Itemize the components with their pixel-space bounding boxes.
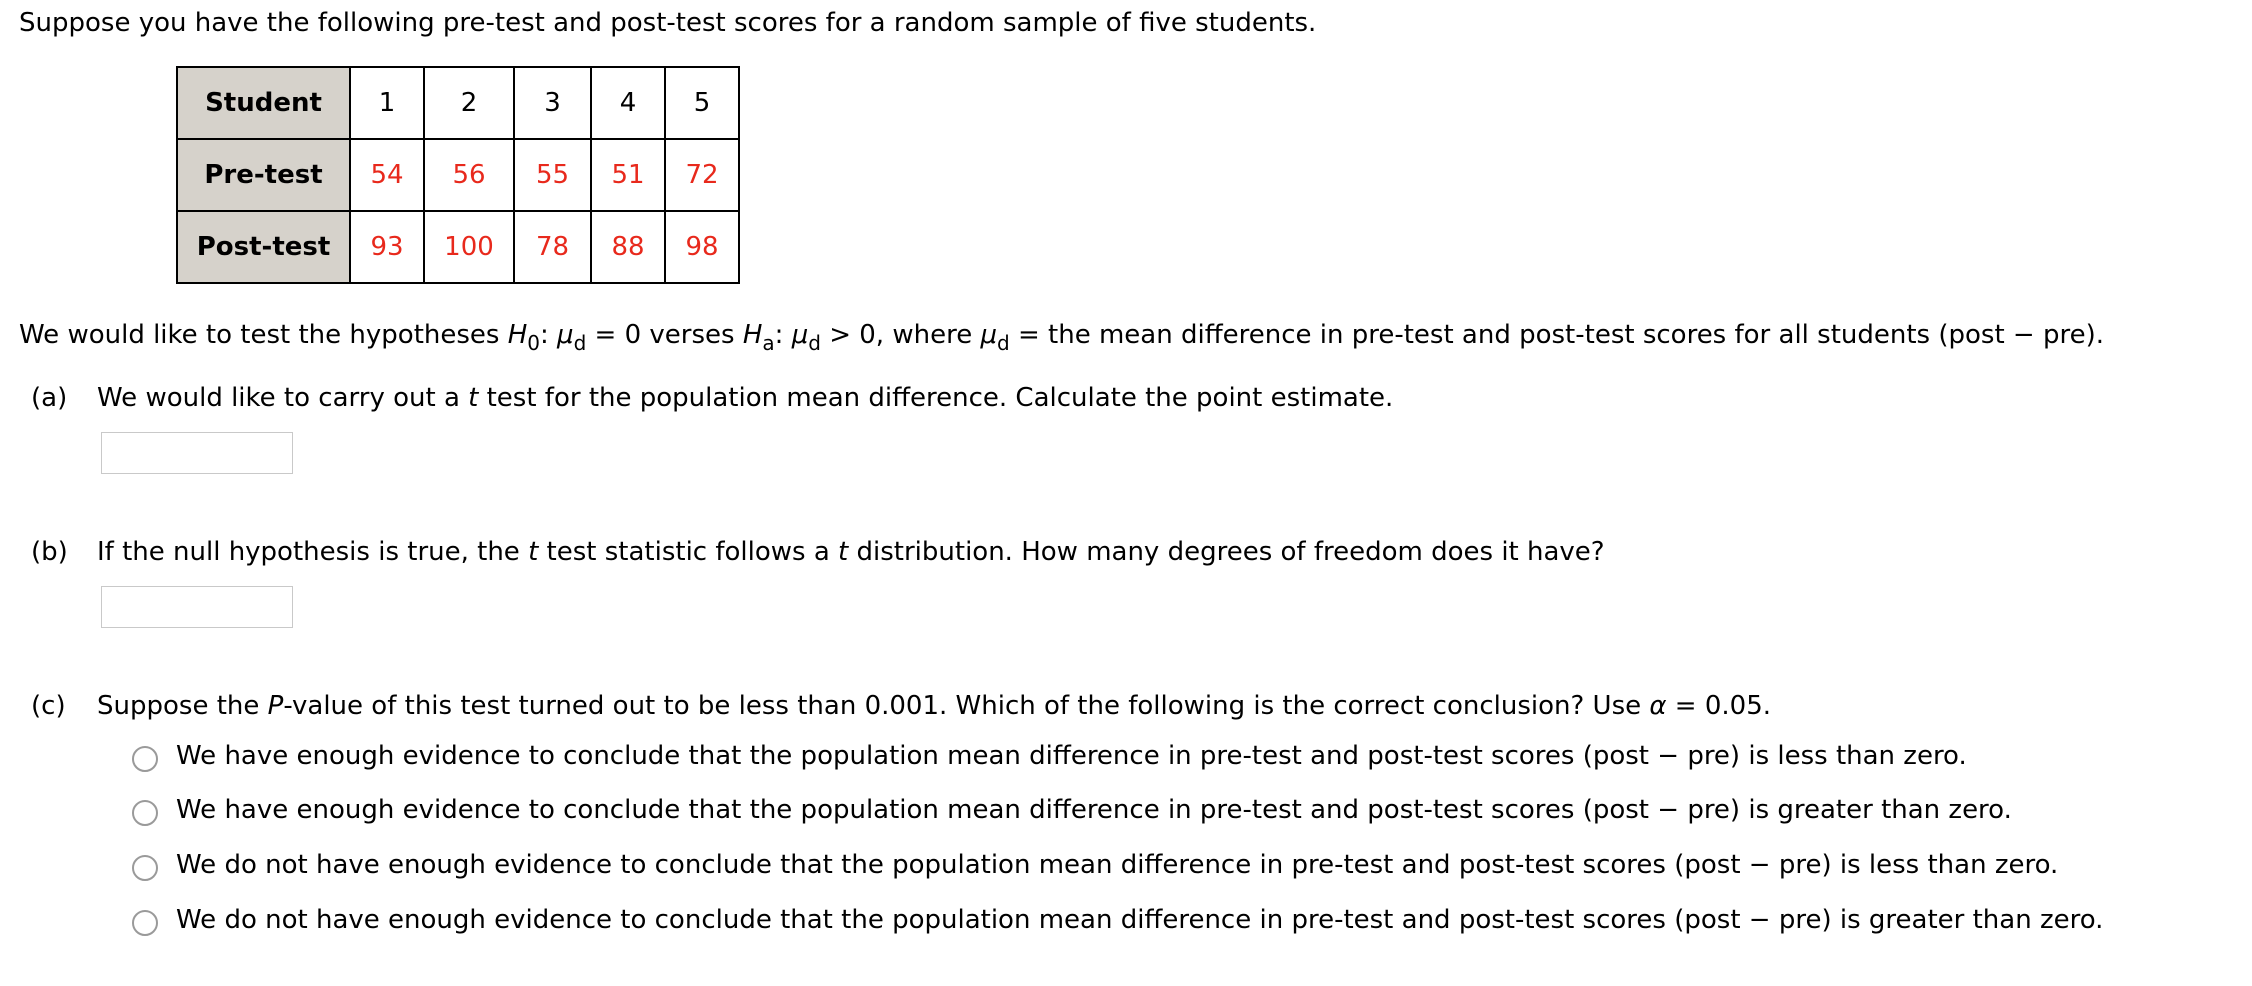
h0-symbol: H (507, 320, 528, 350)
t-symbol: t (468, 383, 479, 413)
pre-test-score: 51 (591, 139, 665, 211)
conclusion-option-1[interactable] (132, 738, 1967, 774)
intro-text: Suppose you have the following pre-test and post-test scores for a random sample of five students. (19, 8, 1317, 38)
part-b-text-1: If the null hypothesis is true, the (97, 537, 529, 567)
option-label: We do not have enough evidence to conclude that the population mean difference in pre-test and post-test scores (post − pre) is greater than zero. (176, 905, 2104, 935)
pre-test-score: 72 (665, 139, 739, 211)
option-label: We do not have enough evidence to conclude that the population mean difference in pre-test and post-test scores (post − pre) is less than zero. (176, 850, 2059, 880)
post-test-score: 78 (514, 211, 591, 283)
alpha-symbol: α (1649, 691, 1667, 721)
pre-test-score: 55 (514, 139, 591, 211)
radio-button[interactable] (132, 746, 158, 772)
row-header-pre-test: Pre-test (177, 139, 350, 211)
mu-subscript: d (808, 331, 821, 355)
pre-test-score: 56 (424, 139, 514, 211)
mu-symbol: μ (980, 320, 998, 350)
post-test-score: 100 (424, 211, 514, 283)
conclusion-option-4[interactable] (132, 902, 2103, 938)
conclusion-option-2[interactable] (132, 792, 2012, 828)
part-a-text-1: We would like to carry out a (97, 383, 469, 413)
mu-symbol: μ (791, 320, 809, 350)
scores-table (176, 66, 740, 284)
part-c-text-1: Suppose the (97, 691, 268, 721)
post-test-score: 98 (665, 211, 739, 283)
table-row (177, 211, 739, 283)
student-cell: 1 (350, 67, 424, 139)
table-row (177, 67, 739, 139)
ha-subscript: a (762, 331, 775, 355)
option-label: We have enough evidence to conclude that the population mean difference in pre-test and post-test scores (post − pre) is less than zero. (176, 741, 1967, 771)
part-c-label: (c) (31, 691, 66, 721)
radio-button[interactable] (132, 855, 158, 881)
part-b-label: (b) (31, 537, 68, 567)
alt-value: > 0, where (820, 320, 981, 350)
part-b-text-2: test statistic follows a (538, 537, 839, 567)
degrees-of-freedom-input[interactable] (101, 586, 293, 628)
part-c-text-2: -value of this test turned out to be less than 0.001. Which of the following is the correct conclusion? Use (283, 691, 1650, 721)
point-estimate-input[interactable] (101, 432, 293, 474)
student-cell: 2 (424, 67, 514, 139)
p-symbol: P (267, 691, 284, 721)
h0-subscript: 0 (527, 331, 541, 355)
student-cell: 4 (591, 67, 665, 139)
row-header-post-test: Post-test (177, 211, 350, 283)
table-row (177, 139, 739, 211)
option-label: We have enough evidence to conclude that the population mean difference in pre-test and post-test scores (post − pre) is greater than zero. (176, 795, 2012, 825)
t-symbol: t (528, 537, 539, 567)
part-b-question (97, 534, 1605, 570)
ha-colon: : (774, 320, 792, 350)
mu-symbol: μ (557, 320, 574, 350)
h0-colon: : (540, 320, 558, 350)
hypotheses-tail: = the mean difference in pre-test and post-test scores for all students (post − pre). (1009, 320, 2104, 350)
radio-button[interactable] (132, 910, 158, 936)
part-a-text-2: test for the population mean difference. Calculate the point estimate. (478, 383, 1394, 413)
post-test-score: 93 (350, 211, 424, 283)
null-value: = 0 verses (586, 320, 743, 350)
part-b-text-3: distribution. How many degrees of freedom does it have? (848, 537, 1605, 567)
part-a-question (97, 380, 1393, 416)
hypotheses-statement (19, 317, 2104, 353)
part-c-question (97, 688, 1771, 724)
mu-subscript: d (573, 331, 587, 355)
t-symbol: t (838, 537, 849, 567)
post-test-score: 88 (591, 211, 665, 283)
ha-symbol: H (742, 320, 763, 350)
pre-test-score: 54 (350, 139, 424, 211)
student-cell: 3 (514, 67, 591, 139)
part-a-label: (a) (31, 383, 68, 413)
radio-button[interactable] (132, 800, 158, 826)
hypotheses-lead: We would like to test the hypotheses (19, 320, 508, 350)
student-cell: 5 (665, 67, 739, 139)
mu-subscript: d (997, 331, 1010, 355)
part-c-text-3: = 0.05. (1666, 691, 1772, 721)
row-header-student: Student (177, 67, 350, 139)
conclusion-option-3[interactable] (132, 847, 2058, 883)
